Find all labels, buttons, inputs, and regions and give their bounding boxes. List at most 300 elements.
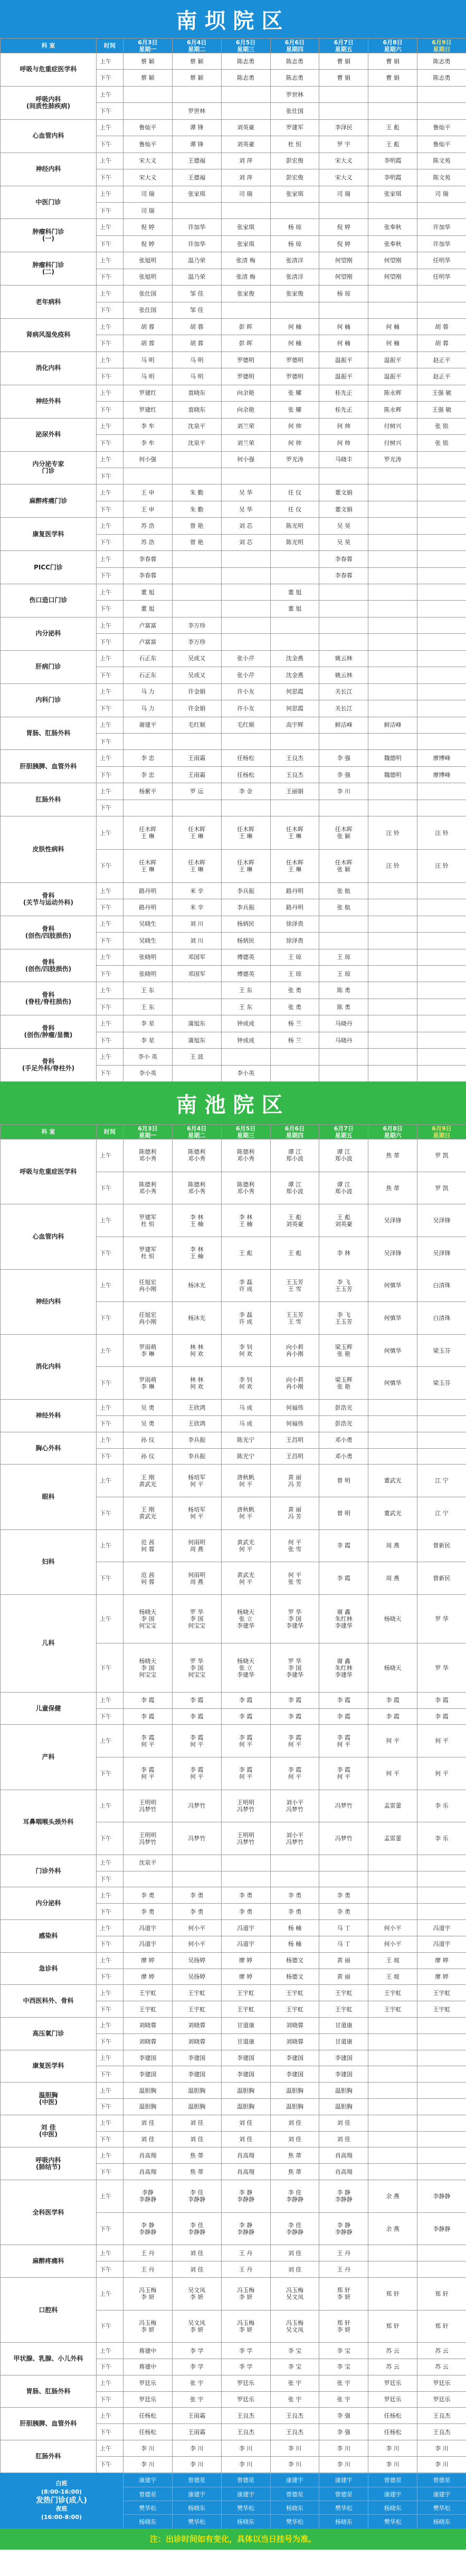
doctor-cell: 何思霞: [270, 683, 319, 700]
doctor-cell: 王 东: [123, 999, 173, 1015]
time-slot: 下午: [97, 1708, 123, 1725]
doctor-cell: 王宇虹: [270, 1985, 319, 2001]
doctor-cell: 周 燕: [368, 1562, 417, 1595]
doctor-cell: 张仕国: [123, 302, 173, 318]
campus-b-schedule-table: [0, 1124, 466, 2473]
doctor-cell: 王明明 冯梦竹: [221, 1790, 270, 1822]
table-row: [1, 1400, 466, 1416]
doctor-cell: 魏德明: [368, 750, 417, 766]
doctor-cell: 李 川: [319, 2440, 368, 2457]
doctor-cell: 郑 轩: [368, 2310, 417, 2343]
doctor-cell: 陈德利 邓小秀: [221, 1139, 270, 1172]
doctor-cell: 罗建军 杜 恒: [123, 1237, 173, 1269]
doctor-cell: [368, 982, 417, 999]
time-slot: 上午: [97, 717, 123, 733]
doctor-cell: [417, 2099, 466, 2115]
doctor-cell: 肖高翔: [123, 2147, 173, 2164]
doctor-cell: 谢 鑫 朱红林 李建华: [319, 1643, 368, 1692]
doctor-cell: 陈德利 邓小秀: [123, 1139, 173, 1172]
doctor-cell: 任明华: [417, 252, 466, 269]
department-name: 眼科: [1, 1465, 97, 1529]
doctor-cell: [417, 966, 466, 982]
doctor-cell: [417, 1065, 466, 1081]
time-slot: 上午: [97, 1725, 123, 1757]
time-slot: 上午: [97, 750, 123, 766]
doctor-cell: 刘兰荣: [221, 435, 270, 451]
doctor-cell: [368, 202, 417, 218]
doctor-cell: 孙 仪: [123, 1448, 173, 1465]
doctor-cell: [417, 634, 466, 650]
doctor-cell: 李 钊 何 欢: [221, 1367, 270, 1400]
time-slot: 下午: [97, 766, 123, 783]
doctor-cell: 彭宏俊: [270, 169, 319, 186]
doctor-cell: 罗廷乐: [417, 2391, 466, 2408]
doctor-cell: 李 霞: [172, 1692, 221, 1708]
time-slot: 下午: [97, 70, 123, 86]
table-row: [1, 252, 466, 269]
time-slot: 下午: [97, 435, 123, 451]
doctor-cell: 李 霞: [417, 1708, 466, 1725]
doctor-cell: 刘 川: [172, 933, 221, 949]
doctor-cell: [368, 733, 417, 749]
doctor-cell: 李 飞 王玉芳: [319, 1269, 368, 1302]
doctor-cell: [319, 1065, 368, 1081]
header-date: 6月6日: [284, 39, 305, 46]
table-row: [1, 1790, 466, 1822]
doctor-cell: 彭 晖: [221, 319, 270, 335]
doctor-cell: 蒋建中: [123, 2343, 173, 2359]
doctor-cell: 刘英豪: [221, 119, 270, 136]
doctor-cell: 王德福: [172, 153, 221, 169]
doctor-cell: 杨晓天 李 国 何宝宝: [123, 1643, 173, 1692]
doctor-cell: 张家琪: [221, 235, 270, 252]
doctor-cell: [172, 551, 221, 567]
time-slot: 上午: [97, 2115, 123, 2131]
doctor-cell: [417, 2147, 466, 2164]
doctor-cell: 张奉秋: [368, 219, 417, 235]
time-slot: 下午: [97, 1969, 123, 1985]
doctor-cell: 彭浩光: [319, 1400, 368, 1416]
doctor-cell: 张家琪: [221, 219, 270, 235]
time-slot: 上午: [97, 1015, 123, 1032]
doctor-cell: 陈光明: [270, 534, 319, 550]
doctor-cell: 吴晓生: [123, 933, 173, 949]
doctor-cell: [417, 2164, 466, 2180]
header-day: [270, 39, 319, 53]
doctor-cell: [417, 1415, 466, 1432]
doctor-cell: 任木晖 王 琳: [172, 816, 221, 850]
header-day: [417, 1125, 466, 1139]
time-slot: 下午: [97, 1065, 123, 1081]
doctor-cell: 王良杰: [270, 2408, 319, 2424]
table-row: [1, 2375, 466, 2391]
doctor-cell: [417, 916, 466, 932]
department-name: 肝胆胰脾、血管外科: [1, 2408, 97, 2440]
doctor-cell: 杨晓天 李 国 何宝宝: [123, 1594, 173, 1643]
doctor-cell: 梁玉芬: [417, 1367, 466, 1400]
doctor-cell: 倪 婷: [319, 235, 368, 252]
doctor-cell: 李 霞 何 平: [172, 1757, 221, 1790]
doctor-cell: 李 勇: [172, 1887, 221, 1904]
doctor-cell: 鲁灿平: [123, 136, 173, 153]
doctor-cell: [417, 933, 466, 949]
header-day: [221, 1125, 270, 1139]
doctor-cell: [417, 501, 466, 517]
doctor-cell: 张 宇: [319, 2391, 368, 2408]
doctor-cell: 黄 丽 冯 芳: [270, 1465, 319, 1497]
doctor-cell: 蒲旭东: [172, 1015, 221, 1032]
doctor-cell: 李万珍: [172, 634, 221, 650]
doctor-cell: 石正东: [123, 650, 173, 667]
doctor-cell: [172, 86, 221, 102]
doctor-cell: 吴文凤 李 妍: [172, 2277, 221, 2310]
doctor-cell: 汪 铃: [368, 849, 417, 882]
doctor-cell: 郑 轩 李 妍: [319, 2277, 368, 2310]
doctor-cell: 桂先正: [319, 385, 368, 401]
doctor-cell: 廖 婷: [221, 1952, 270, 1969]
doctor-cell: 董 旭: [270, 601, 319, 617]
header-day: [368, 39, 417, 53]
doctor-cell: 罗 华: [417, 1594, 466, 1643]
campus-b-title: 南池院区: [176, 1092, 290, 1117]
doctor-cell: [368, 783, 417, 800]
doctor-cell: 鲁灿平: [123, 119, 173, 136]
doctor-cell: [319, 617, 368, 633]
doctor-cell: [368, 999, 417, 1015]
doctor-cell: 刘晓蓉: [172, 2033, 221, 2050]
doctor-cell: 杨沐光: [172, 1302, 221, 1335]
doctor-cell: 王宇虹: [417, 2001, 466, 2018]
doctor-cell: 甘道康: [319, 2017, 368, 2033]
doctor-cell: 廖 婷: [123, 1952, 173, 1969]
doctor-cell: [417, 484, 466, 501]
table-row: [1, 186, 466, 202]
doctor-cell: 陈 勇: [319, 999, 368, 1015]
time-slot: 上午: [97, 584, 123, 601]
doctor-cell: 马 明: [172, 351, 221, 368]
doctor-cell: 王良杰: [270, 750, 319, 766]
fever-doctor-cell: 康建宇: [221, 2487, 270, 2501]
doctor-cell: [368, 634, 417, 650]
doctor-cell: [319, 1049, 368, 1065]
time-slot: 上午: [97, 949, 123, 965]
doctor-cell: 刘 芯: [221, 534, 270, 550]
doctor-cell: 刘晓蓉: [270, 2033, 319, 2050]
fever-clinic-section: [0, 2473, 466, 2529]
doctor-cell: 吴成又: [172, 667, 221, 683]
doctor-cell: 任木晖 王 琳: [221, 849, 270, 882]
header-day: [221, 39, 270, 53]
doctor-cell: [417, 103, 466, 119]
doctor-cell: 王昌明: [270, 1448, 319, 1465]
doctor-cell: 刘 萍: [221, 169, 270, 186]
doctor-cell: 张 铭: [417, 418, 466, 434]
doctor-cell: 曹 娟: [319, 70, 368, 86]
doctor-cell: 罗 凯: [417, 1139, 466, 1172]
time-slot: 上午: [97, 2017, 123, 2033]
doctor-cell: 任明华: [417, 269, 466, 285]
fever-doctor-cell: 杨晓东: [417, 2514, 466, 2528]
doctor-cell: 何望刚: [319, 252, 368, 269]
fever-doctor-cell: 樊华松: [270, 2514, 319, 2528]
doctor-cell: 宋大义: [319, 153, 368, 169]
fever-doctor-cell: 杨晓东: [172, 2501, 221, 2514]
doctor-cell: 董武光: [368, 1497, 417, 1529]
doctor-cell: 李 霞: [319, 1562, 368, 1595]
header-weekday: 星期日: [433, 45, 451, 53]
doctor-cell: 张旭明: [123, 269, 173, 285]
doctor-cell: 马晓丰: [319, 451, 368, 468]
doctor-cell: 许加华: [417, 235, 466, 252]
doctor-cell: 何 平: [368, 1757, 417, 1790]
time-slot: 下午: [97, 899, 123, 916]
time-slot: 下午: [97, 1448, 123, 1465]
doctor-cell: 王明明 冯梦竹: [123, 1822, 173, 1855]
doctor-cell: 许加华: [417, 219, 466, 235]
doctor-cell: 王昌明: [270, 1432, 319, 1448]
doctor-cell: 李 学: [221, 2343, 270, 2359]
campus-a-schedule-table: [0, 38, 466, 1082]
doctor-cell: 李 霞 何 平: [172, 1725, 221, 1757]
doctor-cell: 吴 勇: [123, 1400, 173, 1416]
doctor-cell: [417, 617, 466, 633]
doctor-cell: 杨 琼: [319, 286, 368, 302]
table-row: [1, 2115, 466, 2131]
table-row: [1, 1432, 466, 1448]
time-slot: 下午: [97, 202, 123, 218]
doctor-cell: 李 学: [172, 2343, 221, 2359]
doctor-cell: 何望刚: [368, 269, 417, 285]
department-name: 胃肠、肛肠外科: [1, 2375, 97, 2408]
doctor-cell: [417, 899, 466, 916]
department-name: PICC门诊: [1, 551, 97, 584]
doctor-cell: 罗廷乐: [221, 2375, 270, 2391]
doctor-cell: 李小英: [221, 1065, 270, 1081]
doctor-cell: [417, 949, 466, 965]
time-slot: 下午: [97, 1032, 123, 1048]
doctor-cell: 罗 宇: [319, 136, 368, 153]
time-slot: 下午: [97, 1237, 123, 1269]
table-row: [1, 1049, 466, 1065]
doctor-cell: 陈永辉: [368, 402, 417, 418]
doctor-cell: 陈志勇: [270, 70, 319, 86]
doctor-cell: 罗建军 杜 恒: [123, 1204, 173, 1237]
doctor-cell: 李 霞: [123, 1708, 173, 1725]
doctor-cell: 陈德利 邓小秀: [123, 1172, 173, 1204]
header-weekday: 星期五: [335, 1132, 353, 1139]
time-slot: 上午: [97, 783, 123, 800]
doctor-cell: [270, 1871, 319, 1887]
doctor-cell: 傅德英: [221, 949, 270, 965]
header-row: [1, 39, 466, 53]
doctor-cell: 任木晖 王 琳: [270, 816, 319, 850]
time-slot: 上午: [97, 86, 123, 102]
doctor-cell: [368, 484, 417, 501]
doctor-cell: [417, 800, 466, 816]
doctor-cell: [417, 882, 466, 899]
doctor-cell: 李 川: [417, 2456, 466, 2473]
fever-doctor-cell: 曾德星: [123, 2487, 172, 2501]
doctor-cell: 李 牟: [123, 435, 173, 451]
fever-doctor-cell: 樊华松: [319, 2501, 368, 2514]
doctor-cell: 刘 川: [172, 916, 221, 932]
time-slot: 上午: [97, 1529, 123, 1562]
doctor-cell: [417, 2131, 466, 2147]
doctor-cell: 王玉芳 王 雪: [270, 1269, 319, 1302]
doctor-cell: 李春蓉: [123, 567, 173, 584]
doctor-cell: [417, 2083, 466, 2099]
doctor-cell: 吴 昊: [319, 534, 368, 550]
doctor-cell: [221, 634, 270, 650]
doctor-cell: [368, 501, 417, 517]
doctor-cell: 刘 佳: [172, 2245, 221, 2261]
doctor-cell: 邓国军: [172, 949, 221, 965]
doctor-cell: 李 川: [319, 2456, 368, 2473]
table-row: [1, 783, 466, 800]
doctor-cell: 王 坡: [368, 1952, 417, 1969]
table-row: [1, 650, 466, 667]
doctor-cell: 刘小平 冯梦竹: [270, 1822, 319, 1855]
doctor-cell: 李 乐: [417, 1822, 466, 1855]
doctor-cell: 李 学: [172, 2359, 221, 2375]
doctor-cell: 向小莉 冉小刚: [270, 1367, 319, 1400]
doctor-cell: [172, 800, 221, 816]
doctor-cell: 张奉秋: [368, 235, 417, 252]
doctor-cell: 邹 佳: [172, 286, 221, 302]
fever-doctor-cell: 樊华松: [221, 2501, 270, 2514]
doctor-cell: [417, 1904, 466, 1920]
time-slot: 上午: [97, 2277, 123, 2310]
doctor-cell: 何小强: [123, 451, 173, 468]
doctor-cell: 蔡 颖: [123, 53, 173, 70]
time-slot: 上午: [97, 982, 123, 999]
table-row: [1, 2343, 466, 2359]
doctor-cell: [172, 1855, 221, 1871]
header-day: [319, 1125, 368, 1139]
doctor-cell: 王 刚 黄武光: [123, 1497, 173, 1529]
doctor-cell: [417, 451, 466, 468]
doctor-cell: 罗德明: [270, 351, 319, 368]
doctor-cell: 刘 佳: [172, 2131, 221, 2147]
doctor-cell: 冯道宇: [417, 1920, 466, 1936]
time-slot: 上午: [97, 650, 123, 667]
time-slot: 上午: [97, 319, 123, 335]
doctor-cell: 许加华: [172, 235, 221, 252]
table-row: [1, 2440, 466, 2457]
time-slot: 上午: [97, 551, 123, 567]
department-name: 呼吸内科 (肺结节): [1, 2147, 97, 2180]
doctor-cell: 梁玉辉 张 艳: [319, 1334, 368, 1367]
doctor-cell: 胡 蓉: [172, 319, 221, 335]
doctor-cell: [368, 2066, 417, 2083]
fever-clinic-grid: [123, 2473, 466, 2529]
doctor-cell: 杨培军 何 平: [172, 1497, 221, 1529]
doctor-cell: 李 霞: [319, 1529, 368, 1562]
header-day: [123, 1125, 173, 1139]
doctor-cell: [417, 982, 466, 999]
doctor-cell: 张晓明: [123, 966, 173, 982]
doctor-cell: 司 瑞: [123, 202, 173, 218]
department-name: 高压氧门诊: [1, 2017, 97, 2050]
table-row: [1, 86, 466, 102]
doctor-cell: 赵正平: [417, 351, 466, 368]
doctor-cell: 刘小平 冯梦竹: [270, 1790, 319, 1822]
doctor-cell: 张 航: [319, 899, 368, 916]
doctor-cell: 李 林 王 楠: [221, 1204, 270, 1237]
header-weekday: 星期二: [188, 45, 206, 53]
doctor-cell: 肖高翔: [221, 2164, 270, 2180]
doctor-cell: [123, 103, 173, 119]
department-name: 神经外科: [1, 385, 97, 418]
doctor-cell: 林 林 何 欢: [172, 1367, 221, 1400]
doctor-cell: 温振平: [319, 368, 368, 385]
doctor-cell: 冯道宇: [221, 1936, 270, 1952]
doctor-cell: 王欣鸿: [172, 1415, 221, 1432]
doctor-cell: 王宇虹: [221, 1985, 270, 2001]
doctor-cell: [417, 2245, 466, 2261]
doctor-cell: 王宇虹: [123, 1985, 173, 2001]
doctor-cell: 李万珍: [172, 617, 221, 633]
doctor-cell: 王宇虹: [123, 2001, 173, 2018]
fever-doctor-cell: 曾德星: [221, 2473, 270, 2487]
department-name: 骨科 (手足外科/脊柱外): [1, 1049, 97, 1082]
doctor-cell: 李建国: [123, 2050, 173, 2066]
doctor-cell: [172, 601, 221, 617]
doctor-cell: 李 牟: [123, 418, 173, 434]
doctor-cell: 温胆胸: [123, 2083, 173, 2099]
doctor-cell: 王明明 冯梦竹: [123, 1790, 173, 1822]
table-row: [1, 484, 466, 501]
doctor-cell: 李 忠: [123, 766, 173, 783]
department-name: 呼吸与危重症医学科: [1, 53, 97, 87]
fever-doctor-cell: 曾德星: [319, 2487, 368, 2501]
table-row: [1, 1920, 466, 1936]
time-slot: 上午: [97, 252, 123, 269]
doctor-cell: 司 瑞: [319, 186, 368, 202]
doctor-cell: 王宇虹: [368, 1985, 417, 2001]
doctor-cell: 吴扬婷: [172, 1952, 221, 1969]
doctor-cell: [221, 551, 270, 567]
doctor-cell: 冯玉梅 吴文凤: [270, 2277, 319, 2310]
table-row: [1, 1985, 466, 2001]
time-slot: 下午: [97, 2456, 123, 2473]
doctor-cell: 曹 娟: [368, 53, 417, 70]
table-row: [1, 982, 466, 999]
time-slot: 下午: [97, 933, 123, 949]
doctor-cell: 李 霞: [417, 1692, 466, 1708]
doctor-cell: 马 丁: [319, 1936, 368, 1952]
doctor-cell: [270, 800, 319, 816]
doctor-cell: [417, 650, 466, 667]
doctor-cell: 杨炳民: [221, 916, 270, 932]
doctor-cell: 吴文凤 李 妍: [172, 2310, 221, 2343]
doctor-cell: [368, 667, 417, 683]
time-slot: 上午: [97, 1855, 123, 1871]
doctor-cell: 王 琼: [319, 949, 368, 965]
doctor-cell: 袁晓东: [172, 385, 221, 401]
time-slot: 下午: [97, 1936, 123, 1952]
doctor-cell: [368, 86, 417, 102]
time-slot: 下午: [97, 634, 123, 650]
time-slot: 下午: [97, 2033, 123, 2050]
table-row: [1, 1015, 466, 1032]
doctor-cell: 李 勇: [319, 1904, 368, 1920]
doctor-cell: 李 忠: [123, 750, 173, 766]
time-slot: 下午: [97, 235, 123, 252]
doctor-cell: [368, 683, 417, 700]
time-slot: 上午: [97, 1887, 123, 1904]
doctor-cell: 温振平: [368, 368, 417, 385]
